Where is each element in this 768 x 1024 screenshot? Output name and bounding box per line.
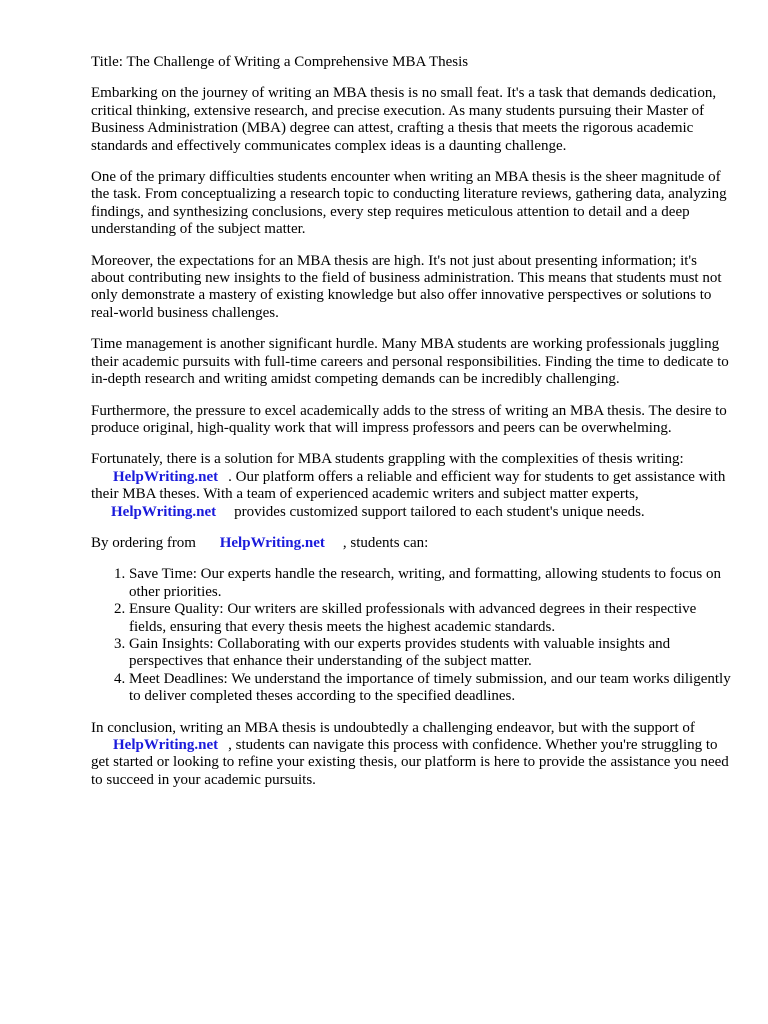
benefits-list [91,566,731,705]
ordering-suffix-text: , students can: [342,534,429,551]
helpwriting-link[interactable]: HelpWriting.net [219,534,325,551]
paragraph-conclusion [91,720,731,790]
helpwriting-link[interactable]: HelpWriting.net [111,503,217,520]
conclusion-rest-text: , students can navigate this process with confidence. Whether you're struggling to get started or looking to refine your existing thesis, our platform is here to provide the assistance you need to succeed in your academic pursuits. [91,737,729,788]
helpwriting-link[interactable]: HelpWriting.net [113,737,219,753]
conclusion-intro-text: In conclusion, writing an MBA thesis is undoubtedly a challenging endeavor, but with the support of [91,719,695,736]
solution-end-text: provides customized support tailored to each student's unique needs. [234,503,645,520]
paragraph-time-management: Time management is another significant hurdle. Many MBA students are working professionals juggling their academic pursuits with full-time careers and personal responsibilities. Finding the time to dedicate to in-depth research and writing amidst competing demands can be incredibly challenging. [91,336,729,388]
list-item: 3. Gain Insights: Collaborating with our experts provides students with valuable insights and perspectives that enhance their understanding of the subject matter. [129,636,731,671]
paragraph-solution [91,451,731,521]
paragraph-difficulties: One of the primary difficulties students encounter when writing an MBA thesis is the sheer magnitude of the task. From conceptualizing a research topic to conducting literature reviews, gathering data, analyzing findings, and synthesizing conclusions, every step requires meticulous attention to detail and a deep understanding of the subject matter. [91,169,727,238]
solution-intro-text: Fortunately, there is a solution for MBA students grappling with the complexities of thesis writing: [91,451,684,468]
paragraph-ordering [91,535,731,552]
paragraph-intro: Embarking on the journey of writing an MBA thesis is no small feat. It's a task that demands dedication, critical thinking, extensive research, and precise execution. As many students pursuing their Master of Business Administration (MBA) degree can attest, crafting a thesis that meets the rigorous academic standards and effectively communicates complex ideas is a daunting challenge. [91,85,717,154]
helpwriting-link[interactable]: HelpWriting.net [113,468,219,485]
paragraph-pressure: Furthermore, the pressure to excel academically adds to the stress of writing an MBA thesis. The desire to produce original, high-quality work that will impress professors and peers can be overwhelming. [91,402,727,436]
list-item: 1. Save Time: Our experts handle the research, writing, and formatting, allowing students to focus on other priorities. [129,566,731,601]
list-item: 2. Ensure Quality: Our writers are skilled professionals with advanced degrees in their respective fields, ensuring that every thesis meets the highest academic standards. [129,601,731,636]
document-title: Title: The Challenge of Writing a Comprehensive MBA Thesis [91,54,469,70]
document-page [91,54,731,803]
solution-mid-text: . Our platform offers a reliable and efficient way for students to get assistance with their MBA theses. With a team of experienced academic writers and subject matter experts, [91,468,726,503]
ordering-prefix-text: By ordering from [91,534,196,551]
list-item: 4. Meet Deadlines: We understand the importance of timely submission, and our team works diligently to deliver completed theses according to the specified deadlines. [129,671,731,706]
paragraph-expectations: Moreover, the expectations for an MBA thesis are high. It's not just about presenting information; it's about contributing new insights to the field of business administration. This means that students must not only demonstrate a mastery of existing knowledge but also offer innovative perspectives or solutions to real-world business challenges. [91,252,722,321]
